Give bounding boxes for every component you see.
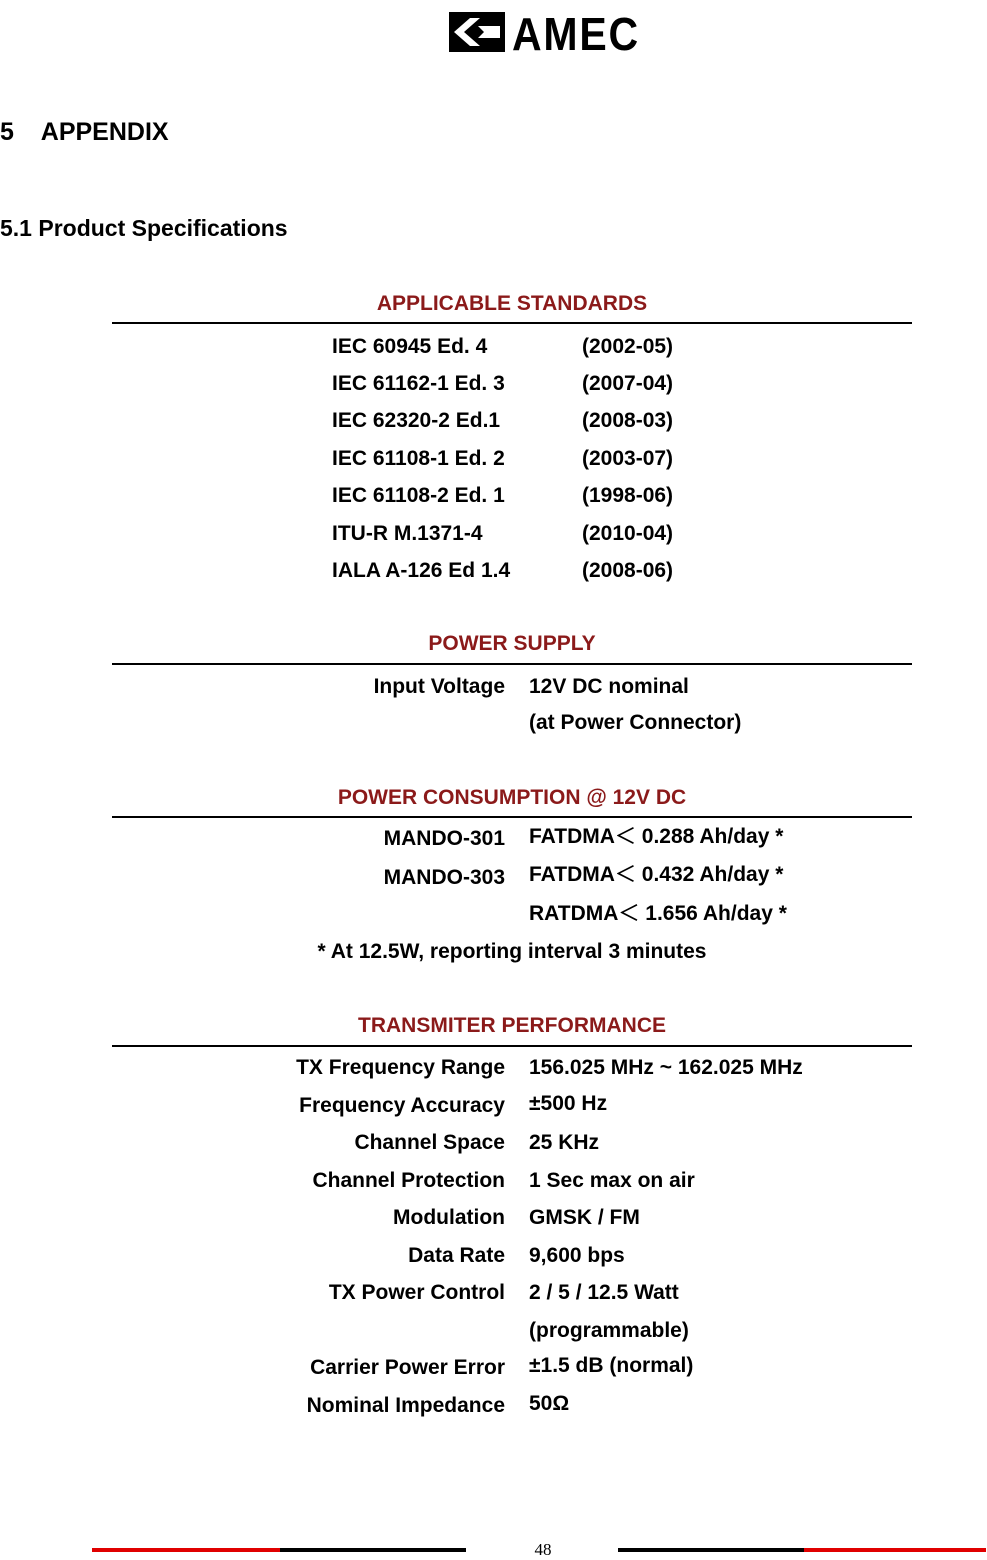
frequency-accuracy-value: ±500 Hz [529, 1092, 608, 1115]
tx-frequency-range-label: TX Frequency Range [296, 1056, 505, 1079]
power-supply-rule [112, 663, 912, 665]
carrier-power-error-value: ±1.5 dB (normal) [529, 1354, 694, 1377]
power-supply-title: POWER SUPPLY [428, 632, 596, 655]
tx-power-control-value: 2 / 5 / 12.5 Watt [529, 1281, 679, 1304]
standard-date: (2002-05) [582, 335, 674, 358]
footer-line-black-right [618, 1548, 804, 1552]
mando-301-label: MANDO-301 [383, 827, 505, 850]
channel-space-value: 25 KHz [529, 1131, 600, 1154]
amec-logo-text: AMEC [512, 8, 640, 60]
tx-power-control-note: (programmable) [529, 1319, 689, 1342]
standards-rule [112, 322, 912, 324]
standard-date: (2003-07) [582, 447, 674, 470]
input-voltage-label: Input Voltage [373, 675, 505, 698]
modulation-value: GMSK / FM [529, 1206, 640, 1229]
nominal-impedance-label: Nominal Impedance [306, 1394, 505, 1417]
data-rate-label: Data Rate [408, 1244, 505, 1267]
mando-301-value: FATDMA＜ 0.288 Ah/day * [529, 825, 784, 848]
appendix-number: 5 [0, 118, 14, 146]
standard-name: IEC 62320-2 Ed.1 [332, 409, 501, 432]
power-consumption-title: POWER CONSUMPTION @ 12V DC [337, 786, 687, 809]
transmitter-title: TRANSMITER PERFORMANCE [358, 1014, 666, 1037]
mando-303-ratdma-value: RATDMA＜ 1.656 Ah/day * [529, 902, 787, 925]
subsection-title: 5.1 Product Specifications [0, 215, 288, 241]
mando-303-fatdma-value: FATDMA＜ 0.432 Ah/day * [529, 863, 784, 886]
modulation-label: Modulation [393, 1206, 505, 1229]
standard-name: IALA A-126 Ed 1.4 [332, 559, 511, 582]
standard-date: (1998-06) [582, 484, 674, 507]
standard-name: IEC 61162-1 Ed. 3 [332, 372, 505, 395]
footer-line-red-left [92, 1548, 280, 1552]
appendix-heading [0, 118, 169, 147]
standards-title: APPLICABLE STANDARDS [376, 292, 648, 315]
input-voltage-note: (at Power Connector) [529, 711, 742, 734]
page-number: 48 [534, 1540, 552, 1559]
power-consumption-rule [112, 816, 912, 818]
carrier-power-error-label: Carrier Power Error [310, 1356, 505, 1379]
channel-space-label: Channel Space [354, 1131, 505, 1154]
standard-name: IEC 60945 Ed. 4 [332, 335, 488, 358]
input-voltage-value: 12V DC nominal [529, 675, 689, 698]
appendix-title: APPENDIX [40, 118, 169, 146]
power-consumption-note: * At 12.5W, reporting interval 3 minutes [317, 940, 707, 963]
standard-name: ITU-R M.1371-4 [332, 522, 483, 545]
footer-line-red-right [804, 1548, 986, 1552]
standard-date: (2008-03) [582, 409, 674, 432]
amec-logo-mark [448, 6, 640, 60]
tx-frequency-range-value: 156.025 MHz ~ 162.025 MHz [529, 1056, 803, 1079]
nominal-impedance-value: 50Ω [529, 1392, 570, 1415]
standard-name: IEC 61108-2 Ed. 1 [332, 484, 505, 507]
transmitter-rule [112, 1045, 912, 1047]
channel-protection-label: Channel Protection [312, 1169, 505, 1192]
amec-logo [448, 6, 640, 60]
frequency-accuracy-label: Frequency Accuracy [299, 1094, 505, 1117]
mando-303-label: MANDO-303 [383, 866, 505, 889]
standard-date: (2008-06) [582, 559, 674, 582]
standard-date: (2010-04) [582, 522, 674, 545]
standard-date: (2007-04) [582, 372, 674, 395]
data-rate-value: 9,600 bps [529, 1244, 625, 1267]
standard-name: IEC 61108-1 Ed. 2 [332, 447, 505, 470]
channel-protection-value: 1 Sec max on air [529, 1169, 695, 1192]
tx-power-control-label: TX Power Control [328, 1281, 505, 1304]
footer-line-black-left [280, 1548, 466, 1552]
